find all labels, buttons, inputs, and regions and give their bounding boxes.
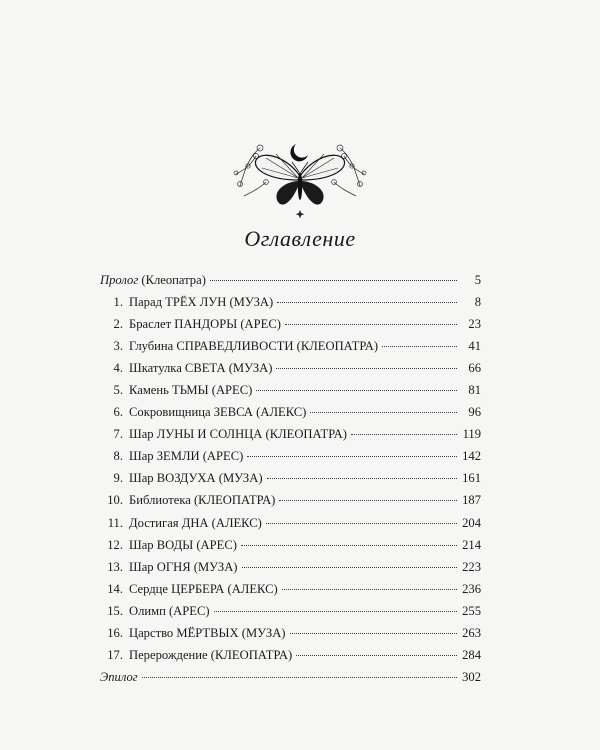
chapter-title: Шар ОГНЯ (МУЗА) — [129, 559, 238, 574]
chapter-title — [100, 269, 206, 291]
chapter-title: Перерождение (КЛЕОПАТРА) — [129, 647, 293, 662]
chapter-number: 2. — [113, 317, 123, 332]
page-number: 142 — [462, 449, 481, 464]
toc-entry — [100, 357, 481, 379]
chapter-title — [100, 666, 138, 688]
chapter-title: Олимп (АРЕС) — [129, 603, 210, 618]
page-number: 284 — [462, 647, 481, 662]
dot-leader — [285, 324, 457, 325]
toc-entry — [100, 578, 481, 600]
chapter-title: Камень ТЬМЫ (АРЕС) — [129, 383, 253, 398]
toc-entry — [100, 489, 481, 511]
dot-leader — [276, 368, 457, 369]
table-of-contents — [100, 269, 481, 688]
chapter-number: 1. — [113, 295, 123, 310]
chapter-number: 7. — [113, 427, 123, 442]
chapter-number: 13. — [107, 559, 123, 574]
toc-entry — [100, 269, 481, 291]
chapter-title: Шар ЛУНЫ И СОЛНЦА (КЛЕОПАТРА) — [129, 427, 347, 442]
page-number: 96 — [468, 405, 481, 420]
dot-leader — [247, 456, 457, 457]
chapter-title: Парад ТРЁХ ЛУН (МУЗА) — [129, 295, 274, 310]
toc-entry — [100, 313, 481, 335]
dot-leader — [310, 412, 457, 413]
chapter-number: 4. — [113, 361, 123, 376]
toc-entry — [100, 644, 481, 666]
page-number: 204 — [462, 515, 481, 530]
dot-leader — [214, 611, 457, 612]
page-number: 214 — [462, 537, 481, 552]
dot-leader — [241, 545, 457, 546]
page-number: 119 — [462, 427, 481, 442]
dot-leader — [282, 589, 457, 590]
chapter-title: Браслет ПАНДОРЫ (АРЕС) — [129, 317, 281, 332]
butterfly-crescent-moon-icon — [226, 126, 374, 222]
page-number: 81 — [468, 383, 481, 398]
page-number: 255 — [462, 603, 481, 618]
page-title: Оглавление — [244, 226, 356, 251]
chapter-number: 11. — [107, 515, 123, 530]
chapter-title: Шар ВОЗДУХА (МУЗА) — [129, 471, 263, 486]
chapter-title: Шкатулка СВЕТА (МУЗА) — [129, 361, 273, 376]
dot-leader — [277, 302, 457, 303]
dot-leader — [290, 633, 458, 634]
toc-entry — [100, 534, 481, 556]
dot-leader — [267, 478, 457, 479]
toc-entry — [100, 622, 481, 644]
dot-leader — [142, 677, 457, 678]
toc-entry — [100, 467, 481, 489]
toc-entry — [100, 512, 481, 534]
dot-leader — [210, 280, 457, 281]
page-number: 23 — [468, 317, 481, 332]
chapter-number: 16. — [107, 625, 123, 640]
toc-entry — [100, 423, 481, 445]
page-number: 236 — [462, 581, 481, 596]
dot-leader — [279, 500, 457, 501]
chapter-number: 15. — [107, 603, 123, 618]
section-title: Пролог — [100, 273, 139, 287]
page-number: 66 — [468, 361, 481, 376]
page-number: 161 — [462, 471, 481, 486]
section-narrator: (Клеопатра) — [138, 273, 206, 287]
toc-entry — [100, 666, 481, 688]
toc-entry — [100, 445, 481, 467]
dot-leader — [242, 567, 458, 568]
chapter-title: Царство МЁРТВЫХ (МУЗА) — [129, 625, 286, 640]
toc-entry — [100, 291, 481, 313]
dot-leader — [256, 390, 457, 391]
chapter-title: Достигая ДНА (АЛЕКС) — [129, 515, 262, 530]
page-number: 187 — [462, 493, 481, 508]
page-number: 263 — [462, 625, 481, 640]
chapter-number: 8. — [113, 449, 123, 464]
chapter-title: Шар ЗЕМЛИ (АРЕС) — [129, 449, 244, 464]
chapter-number: 5. — [113, 383, 123, 398]
page-number: 8 — [474, 295, 481, 310]
chapter-title: Глубина СПРАВЕДЛИВОСТИ (КЛЕОПАТРА) — [129, 339, 379, 354]
page-number: 302 — [462, 669, 481, 684]
chapter-title: Библиотека (КЛЕОПАТРА) — [129, 493, 276, 508]
toc-entry — [100, 556, 481, 578]
chapter-number: 12. — [107, 537, 123, 552]
dot-leader — [382, 346, 457, 347]
chapter-title: Шар ВОДЫ (АРЕС) — [129, 537, 237, 552]
chapter-number: 17. — [107, 647, 123, 662]
chapter-title: Сокровищница ЗЕВСА (АЛЕКС) — [129, 405, 307, 420]
page-number: 41 — [468, 339, 481, 354]
toc-entry — [100, 379, 481, 401]
chapter-number: 10. — [107, 493, 123, 508]
toc-entry — [100, 600, 481, 622]
page-number: 5 — [474, 273, 481, 287]
dot-leader — [266, 523, 457, 524]
chapter-number: 14. — [107, 581, 123, 596]
page-number: 223 — [462, 559, 481, 574]
toc-entry — [100, 335, 481, 357]
chapter-number: 6. — [113, 405, 123, 420]
dot-leader — [351, 434, 457, 435]
chapter-number: 3. — [113, 339, 123, 354]
chapter-title: Сердце ЦЕРБЕРА (АЛЕКС) — [129, 581, 278, 596]
chapter-number: 9. — [113, 471, 123, 486]
dot-leader — [296, 655, 457, 656]
toc-entry — [100, 401, 481, 423]
section-title: Эпилог — [100, 669, 138, 684]
